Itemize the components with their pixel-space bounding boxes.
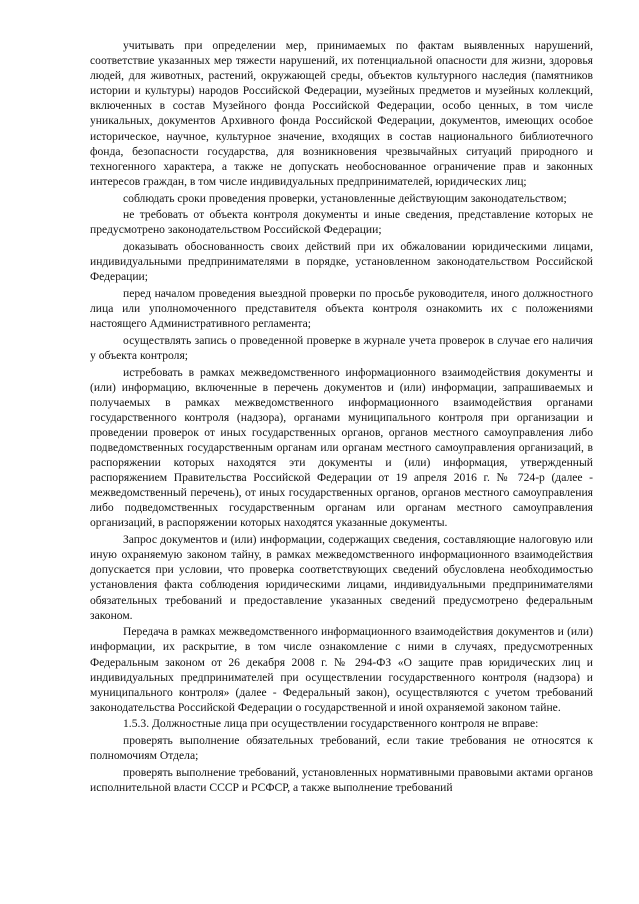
paragraph: не требовать от объекта контроля документы и иные сведения, представление которых не предусмотрено законодательством Российской Федерации; <box>90 208 593 237</box>
paragraph: перед началом проведения выездной проверки по просьбе руководителя, иного должностного лица или уполномоченного представителя объекта контроля ознакомить их с положениями настоящего Административного регламента; <box>90 286 593 331</box>
paragraph: доказывать обоснованность своих действий при их обжаловании юридическими лицами, индивидуальными предпринимателями в порядке, установленном законодательством Российской Федерации; <box>90 240 593 284</box>
paragraph: проверять выполнение обязательных требований, если такие требования не относятся к полномочиям Отдела; <box>90 734 593 763</box>
paragraph: учитывать при определении мер, принимаемых по фактам выявленных нарушений, соответствие указанных мер тяжести нарушений, их потенциальной опасности для жизни, здоровья людей, для животных, растений, окружающей среды, объектов культурного наследия (памятников истории и культуры) народов Российской Федерации, музейных предметов и музейных коллекций, включенных в состав Музейного фонда Российской Федерации, особо ценных, в том числе уникальных, документов Архивного фонда Российской Федерации, документов, имеющих особое историческое, научное, культурное значение, входящих в состав национального библиотечного фонда, безопасности государства, для возникновения чрезвычайных ситуаций природного и техногенного характера, а также не допускать необоснованное ограничение прав и законных интересов граждан, в том числе индивидуальных предпринимателей, юридических лиц; <box>90 39 593 188</box>
paragraph: истребовать в рамках межведомственного информационного взаимодействия документы и (или) информацию, включенные в перечень документов и (или) информации, запрашиваемых и получаемых в рамках межведомственного информационного взаимодействия органами государственного контроля (надзора), органами муниципального контроля при организации и проведении проверок от иных государственных органов, органов местного самоуправления либо подведомственных государственным органам или органам местного самоуправления организаций, в распоряжении которых находятся эти документы и (или) информация, утвержденный распоряжением Правительства Российской Федерации от 19 апреля 2016 г. № 724-р (далее - межведомственный перечень), от иных государственных органов, органов местного самоуправления либо подведомственных государственным органам или органам местного самоуправления организаций, в распоряжении которых находятся указанные документы. <box>90 365 593 530</box>
section-heading: 1.5.3. Должностные лица при осуществлении государственного контроля не вправе: <box>123 717 539 731</box>
paragraph: соблюдать сроки проведения проверки, установленные действующим законодательством; <box>123 191 567 205</box>
paragraph: Запрос документов и (или) информации, содержащих сведения, составляющие налоговую или иную охраняемую законом тайну, в рамках межведомственного информационного взаимодействия допускается при условии, что проверка соответствующих сведений обусловлена необходимостью установления факта соблюдения юридическими лицами, индивидуальными предпринимателями обязательных требований и предоставление указанных сведений предусмотрено федеральным законом. <box>90 533 593 622</box>
paragraph: Передача в рамках межведомственного информационного взаимодействия документов и (или) информации, их раскрытие, в том числе ознакомление с ними в случаях, предусмотренных Федеральным законом от 26 декабря 2008 г. № 294-ФЗ «О защите прав юридических лиц и индивидуальных предпринимателей при осуществлении государственного контроля (надзора) и муниципального контроля» (далее - Федеральный закон), осуществляются с учетом требований законодательства Российской Федерации о государственной и иной охраняемой законом тайне. <box>90 625 593 714</box>
paragraph: осуществлять запись о проведенной проверке в журнале учета проверок в случае его наличия у объекта контроля; <box>90 333 593 362</box>
document-page <box>90 38 593 795</box>
paragraph: проверять выполнение требований, установленных нормативными правовыми актами органов исполнительной власти СССР и РСФСР, а также выполнение требований <box>90 765 593 795</box>
